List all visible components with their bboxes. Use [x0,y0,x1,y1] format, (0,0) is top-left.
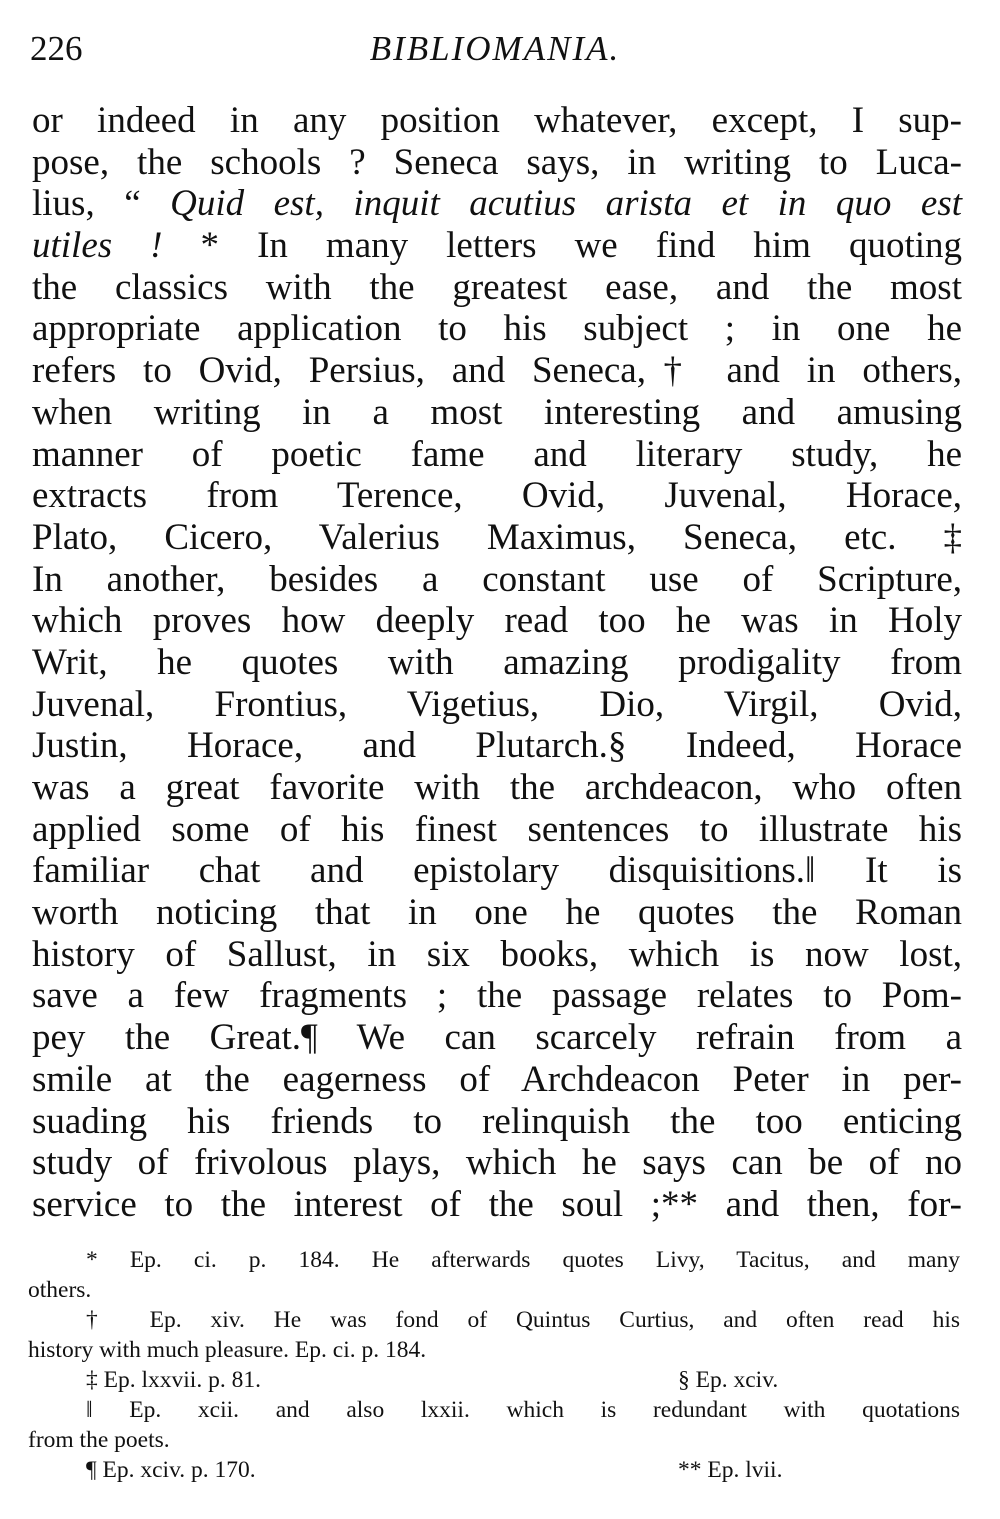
footnote-2-continued: history with much pleasure. Ep. ci. p. 184. [28,1337,427,1363]
text-line: appropriate application to his subject ; in one he [32,308,962,350]
footnote-3: ‡ Ep. lxxvii. p. 81. [86,1367,261,1393]
footnote-5-continued: from the poets. [28,1427,170,1453]
footnote-pair-3-4 [28,1365,960,1395]
text-line: study of frivolous plays, which he says can be of no [32,1142,962,1184]
text-line: Justin, Horace, and Plutarch.§ Indeed, Horace [32,725,962,767]
text-line: worth noticing that in one he quotes the Roman [32,892,962,934]
text-line-italic-quote [32,225,962,267]
body-text [32,100,962,1226]
latin-quote: Quid est, inquit acutius arista et in quo est [170,183,962,225]
text-line: refers to Ovid, Persius, and Seneca,† and in others, [32,350,962,392]
page-header [30,28,960,78]
text-line: suading his friends to relinquish the too enticing [32,1100,962,1142]
text-line: pey the Great.¶ We can scarcely refrain from a [32,1017,962,1059]
running-title: BIBLIOMANIA. [369,29,621,68]
text-line: save a few fragments ; the passage relates to Pom- [32,975,962,1017]
footnote-2: † Ep. xiv. He was fond of Quintus Curtius, and often read his [86,1307,960,1333]
text-line: Writ, he quotes with amazing prodigality from [32,641,962,683]
text-line: pose, the schools ? Seneca says, in writing to Luca- [32,141,962,183]
footnote-4: § Ep. xciv. [678,1367,779,1393]
text-line: Juvenal, Frontius, Vigetius, Dio, Virgil, Ovid, [32,683,962,725]
footnote-1-continued: others. [28,1277,92,1303]
text-line: Plato, Cicero, Valerius Maximus, Seneca, etc. ‡ [32,516,962,558]
text-line: applied some of his finest sentences to illustrate his [32,808,962,850]
text-line: which proves how deeply read too he was in Holy [32,600,962,642]
text-line: familiar chat and epistolary disquisitions.‖ It is [32,850,962,892]
text-line: was a great favorite with the archdeacon, who often [32,767,962,808]
text-line: manner of poetic fame and literary study, he [32,433,962,475]
text-line: extracts from Terence, Ovid, Juvenal, Horace, [32,475,962,517]
text-line: smile at the eagerness of Archdeacon Peter in per- [32,1058,962,1100]
footnote-6: ¶ Ep. xciv. p. 170. [86,1457,256,1483]
footnote-pair-6-7 [28,1455,960,1485]
text-line: history of Sallust, in six books, which is now lost, [32,933,962,975]
text-line: service to the interest of the soul ;** and then, for- [32,1183,962,1225]
latin-quote-end: utiles ! [32,225,163,267]
footnote-7: ** Ep. lvii. [678,1457,783,1483]
quote-rest: * In many letters we find him quoting [162,225,963,267]
footnotes [28,1245,960,1485]
text-line: In another, besides a constant use of Scripture, [32,558,962,600]
footnote-1: * Ep. ci. p. 184. He afterwards quotes Livy, Tacitus, and many [86,1247,960,1273]
text-line-italic-quote [32,183,962,225]
quote-prefix: lius, “ [32,183,171,225]
text-line: or indeed in any position whatever, except, I sup- [32,100,962,141]
text-line: when writing in a most interesting and amusing [32,391,962,433]
page-number: 226 [30,29,83,68]
footnote-5: ‖ Ep. xcii. and also lxxii. which is redundant with quotations [86,1397,960,1423]
text-line: the classics with the greatest ease, and the most [32,266,962,308]
